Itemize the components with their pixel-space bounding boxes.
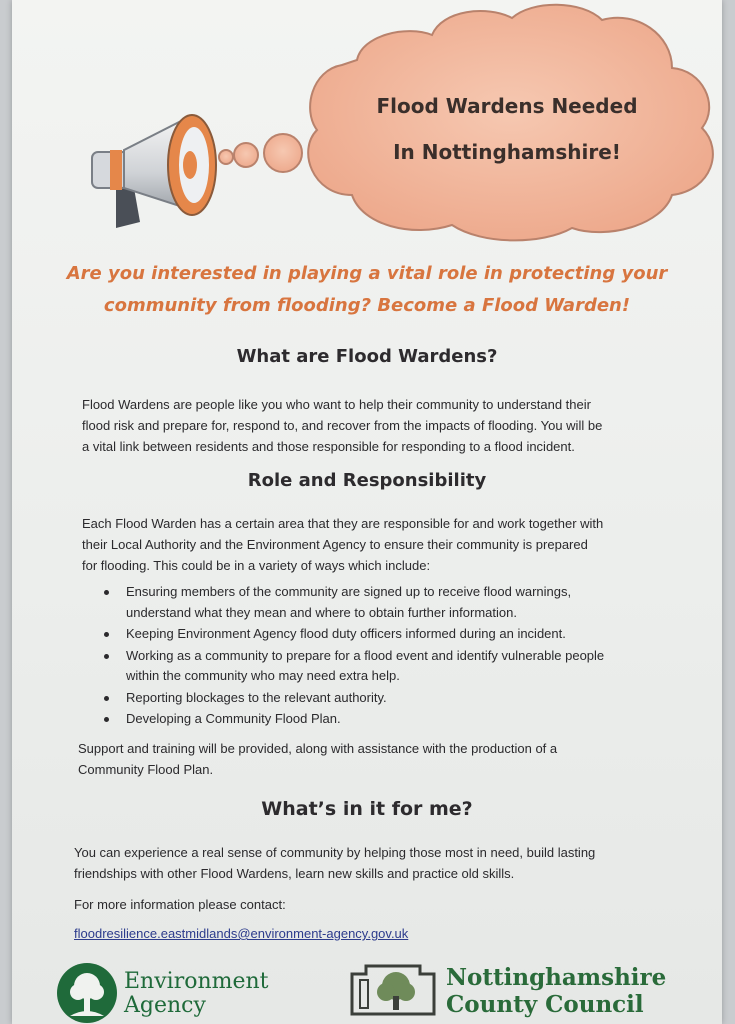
ncc-logo-text: County Council xyxy=(446,991,644,1018)
list-item-text: Working as a community to prepare for a flood event and identify vulnerable people xyxy=(126,647,605,663)
paragraph-line: for flooding. This could be in a variety of ways which include: xyxy=(82,558,431,573)
paragraph-support xyxy=(78,738,658,780)
thought-cloud-shape xyxy=(219,5,713,241)
list-item-text: Reporting blockages to the relevant authority. xyxy=(126,689,387,705)
list-item-text: within the community who may need extra help. xyxy=(126,668,400,683)
tagline xyxy=(52,258,682,322)
bullet-icon xyxy=(104,590,109,595)
environment-agency-logo xyxy=(56,960,306,1024)
flyer-page xyxy=(12,0,722,1024)
ea-logo-text: Environment xyxy=(124,969,269,994)
tagline-line2: community from flooding? Become a Flood Warden! xyxy=(103,295,631,316)
bullet-icon xyxy=(104,696,109,701)
nottinghamshire-county-council-logo xyxy=(344,958,714,1024)
list-item xyxy=(100,646,680,687)
hero-illustration xyxy=(12,0,722,250)
list-item xyxy=(100,624,680,645)
paragraph-benefits xyxy=(74,842,674,884)
paragraph-line: Community Flood Plan. xyxy=(78,762,214,777)
paragraph-line: their Local Authority and the Environment Agency to ensure their community is prepared xyxy=(82,537,588,552)
list-item-text: Ensuring members of the community are signed up to receive flood warnings, xyxy=(126,584,572,599)
paragraph-role-intro xyxy=(82,513,662,576)
hero-banner xyxy=(12,0,722,250)
list-item xyxy=(100,582,680,623)
paragraph-line: friendships with other Flood Wardens, learn new skills and practice old skills. xyxy=(74,866,515,881)
tree-circle-logo-icon xyxy=(56,962,118,1024)
bullet-icon xyxy=(104,717,109,722)
paragraph-line: Flood Wardens are people like you who want to help their community to understand their xyxy=(82,397,591,412)
contact-email-link[interactable]: floodresilience.eastmidlands@environment-agency.gov.uk xyxy=(74,926,409,941)
paragraph-line: a vital link between residents and those responsible for responding to a flood incident. xyxy=(82,439,575,454)
ncc-logo-wordmark xyxy=(446,964,666,1018)
oak-tree-crest-logo-icon xyxy=(346,960,440,1020)
heading-whats-in-it-for-me: What’s in it for me? xyxy=(261,798,473,820)
heading-what-are-flood-wardens: What are Flood Wardens? xyxy=(236,346,498,367)
ncc-logo-text: Nottinghamshire xyxy=(446,964,667,991)
list-item xyxy=(100,688,680,709)
tagline-line1: Are you interested in playing a vital role in protecting your xyxy=(66,263,668,284)
list-item-text: Developing a Community Flood Plan. xyxy=(126,711,341,726)
paragraph-line: flood risk and prepare for, respond to, and recover from the impacts of flooding. You will be xyxy=(82,418,603,433)
list-item-text: Keeping Environment Agency flood duty officers informed during an incident. xyxy=(126,626,566,641)
ea-logo-text: Agency xyxy=(124,993,206,1018)
heading-role-and-responsibility: Role and Responsibility xyxy=(247,470,487,491)
list-item-text: understand what they mean and where to obtain further information. xyxy=(126,604,517,620)
paragraph-line: You can experience a real sense of community by helping those most in need, build lasting xyxy=(74,845,596,860)
paragraph-line: Each Flood Warden has a certain area that they are responsible for and work together with xyxy=(82,516,604,531)
cloud-title-line1: Flood Wardens Needed xyxy=(376,94,638,118)
paragraph-what-are-flood-wardens xyxy=(82,394,662,457)
paragraph-line: Support and training will be provided, along with assistance with the production of a xyxy=(78,741,558,756)
contact-label: For more information please contact: xyxy=(74,897,286,912)
megaphone-icon xyxy=(92,115,216,228)
responsibility-list xyxy=(100,582,680,731)
bullet-icon xyxy=(104,632,109,637)
ea-logo-wordmark xyxy=(124,970,269,1018)
bullet-icon xyxy=(104,654,109,659)
list-item xyxy=(100,709,680,730)
cloud-title-line2: In Nottinghamshire! xyxy=(393,140,621,164)
